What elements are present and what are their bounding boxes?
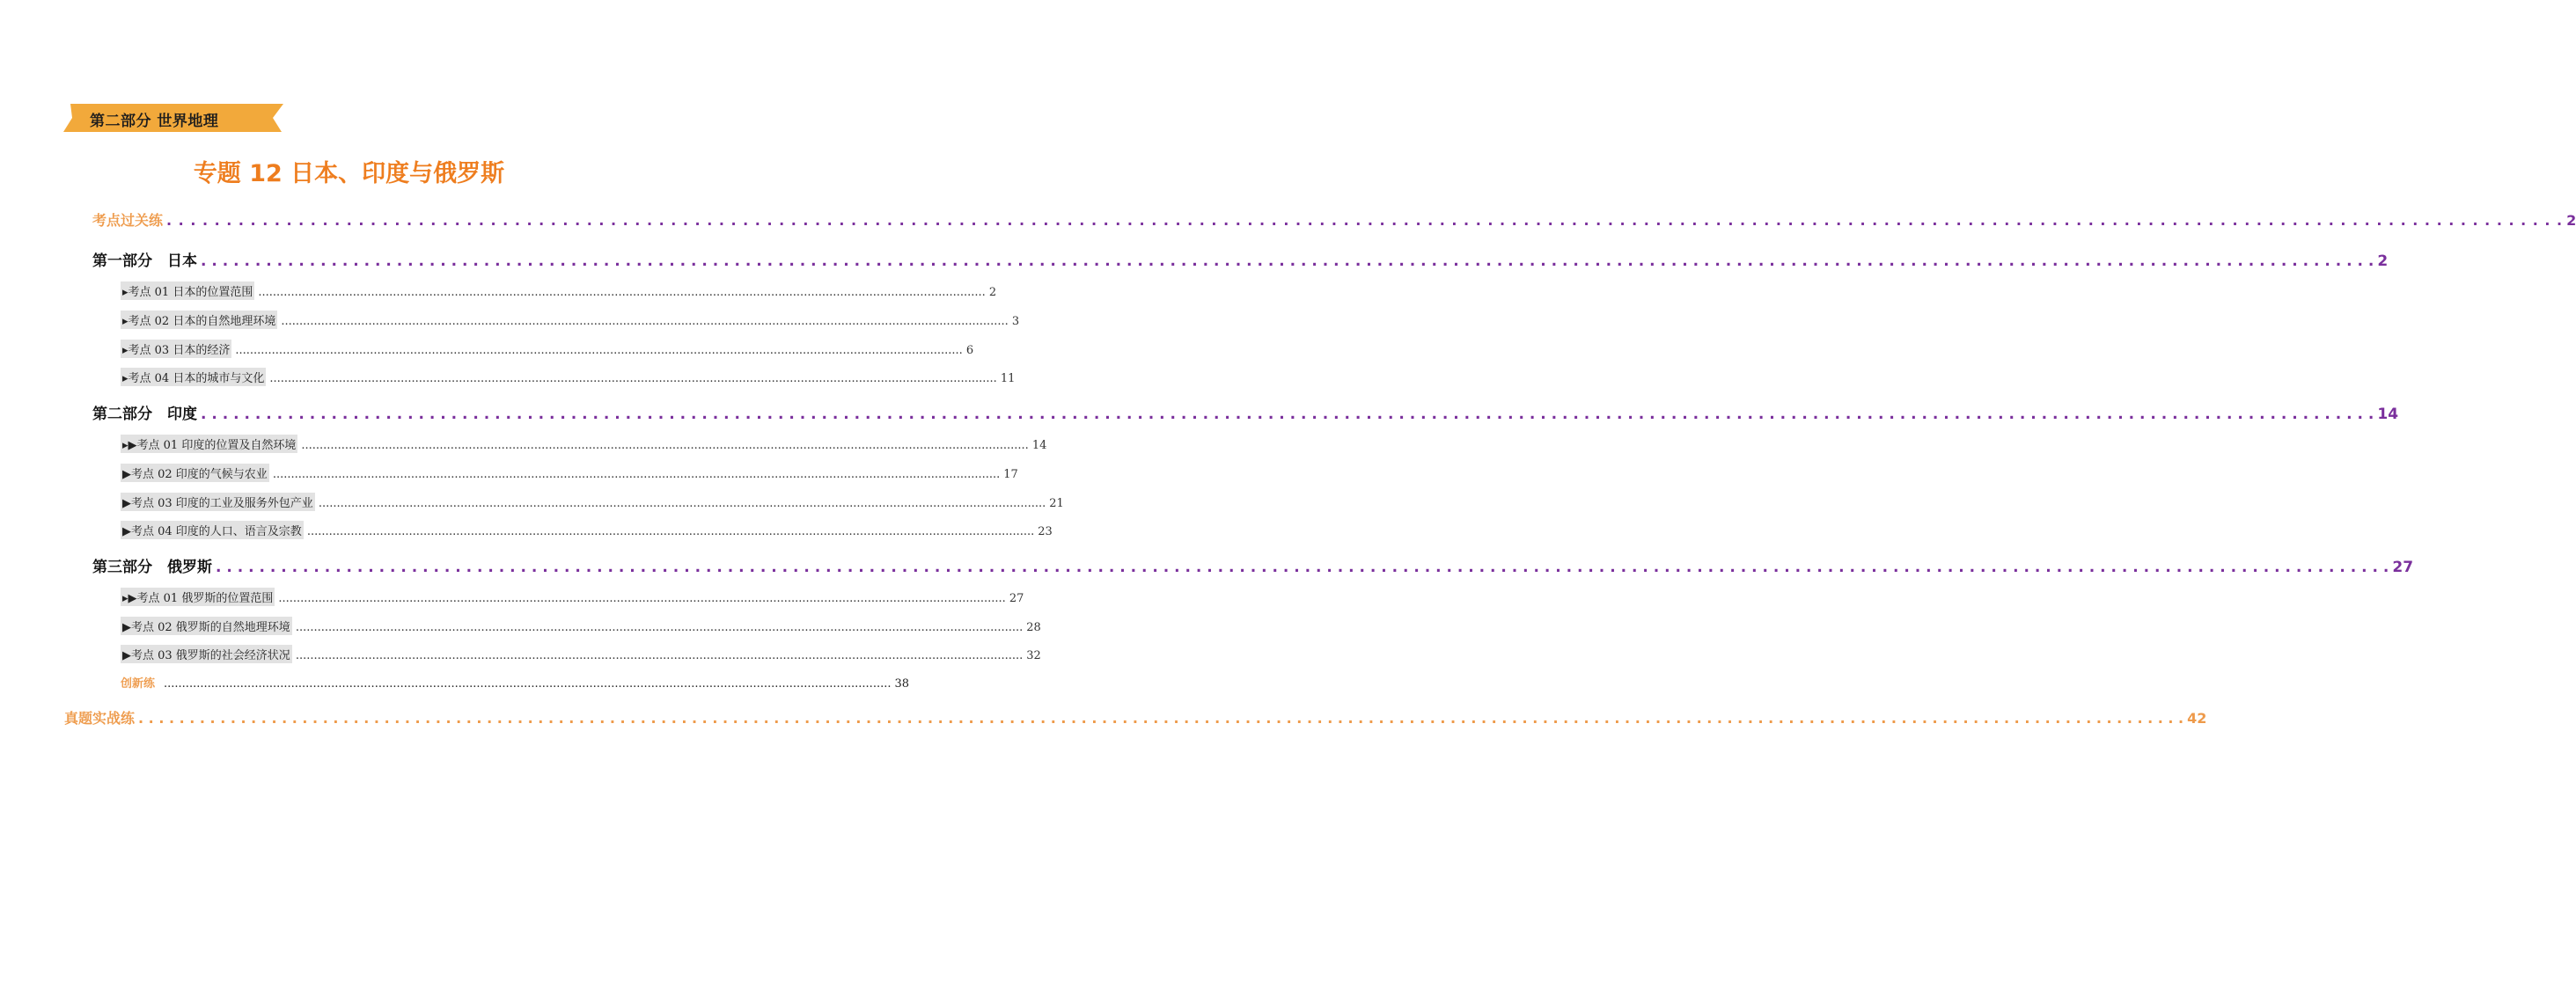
section-banner: [63, 102, 285, 134]
toc-entry-kaodian[interactable]: [92, 209, 2576, 230]
toc-leader: . . . . . . . . . . . . . . . . . . . . . . . . . . . . . . . . . . . . . . . . . . . . . . . . . . . . . . . . . . . . . . . . . . . . . . . . . . . . . . . . . . . . . . . . . . . . . . . . . . . . . . . . . . . . . . . . . . . . . . . . . . . . . . . . . . . . . . . . . . . . . . . . . . . . . . . . . . . . . . . . . . . . . . . . . . . . . . . . . . . . . . . . . . . . . . . . . . . . . . . .: [216, 559, 2389, 576]
toc-entry-item[interactable]: [121, 435, 1047, 453]
toc-leader: . . . . . . . . . . . . . . . . . . . . . . . . . . . . . . . . . . . . . . . . . . . . . . . . . . . . . . . . . . . . . . . . . . . . . . . . . . . . . . . . . . . . . . . . . . . . . . . . . . . . . . . . . . . . . . . . . . . . . . . . . . . . . . . . . . . . . . . . . . . . . . . . . . . . . . . . . . . . . . . . . . . . . . . . . . . . . . . . . . . . . . . . . . . . . . . . . . . . . . . .: [201, 406, 2374, 423]
toc-entry-item[interactable]: [121, 521, 1053, 539]
toc-label: 真题实战练: [64, 710, 136, 727]
toc-label: 考点过关练: [92, 212, 164, 229]
toc-label: ▶考点 04 印度的人口、语言及宗教: [121, 521, 304, 539]
toc-label: ▸考点 03 日本的经济: [121, 340, 231, 358]
toc-page: 21: [1049, 497, 1064, 510]
toc-entry-item[interactable]: [121, 617, 1041, 635]
toc-page: 32: [1026, 649, 1041, 662]
toc-leader: . . . . . . . . . . . . . . . . . . . . . . . . . . . . . . . . . . . . . . . . . . . . . . . . . . . . . . . . . . . . . . . . . . . . . . . . . . . . . . . . . . . . . . . . . . . . . . . . . . . . . . . . . . . . . . . . . . . . . . . . . . . . . . . . . . . . . . . . . . . . . . . . . . . . . . . . . . . . . . . . . . . . . . . . . . . . . . . . . . . . . . . . . . . . . . . . . . . . . . . .: [201, 252, 2374, 270]
toc-page: 2: [2377, 252, 2389, 270]
toc-entry-item[interactable]: [121, 311, 1020, 329]
toc-entry-item[interactable]: [121, 493, 1064, 511]
toc-entry-item[interactable]: [121, 281, 997, 300]
toc-leader: ........................................................................................................................................................................................................: [318, 497, 1046, 510]
toc-label: 第一部分 日本: [92, 252, 197, 270]
toc-label: 第三部分 俄罗斯: [92, 559, 212, 576]
page-title: 专题 12 日本、印度与俄罗斯: [193, 160, 505, 187]
toc-label: ▸考点 02 日本的自然地理环境: [121, 311, 277, 329]
toc-entry-zhenti[interactable]: [64, 707, 2207, 727]
toc-label: ▶考点 02 俄罗斯的自然地理环境: [121, 617, 292, 635]
toc-leader: ........................................................................................................................................................................................................: [235, 344, 963, 357]
toc-leader: ........................................................................................................................................................................................................: [306, 525, 1035, 538]
toc-leader: ........................................................................................................................................................................................................: [281, 315, 1009, 328]
toc-entry-item[interactable]: [121, 340, 974, 358]
toc-page: 23: [1038, 525, 1053, 538]
toc-entry-item[interactable]: [121, 368, 1016, 386]
toc-page: 28: [1026, 621, 1041, 634]
toc-leader: ........................................................................................................................................................................................................: [301, 439, 1029, 452]
toc-entry-part1[interactable]: [92, 248, 2389, 270]
toc-leader: ........................................................................................................................................................................................................: [258, 286, 986, 299]
toc-entry-innovation[interactable]: [121, 674, 910, 691]
toc-page: 17: [1003, 468, 1018, 481]
toc-entry-part3[interactable]: [92, 554, 2414, 576]
toc-entry-item[interactable]: [121, 645, 1041, 663]
toc-label: ▸考点 04 日本的城市与文化: [121, 368, 266, 386]
toc-leader: . . . . . . . . . . . . . . . . . . . . . . . . . . . . . . . . . . . . . . . . . . . . . . . . . . . . . . . . . . . . . . . . . . . . . . . . . . . . . . . . . . . . . . . . . . . . . . . . . . . . . . . . . . . . . . . . . . . . . . . . . . . . . . . . . . . . . . . . . . . . . . . . . . . . . . . . . . . . . . . . . . . . . . . . . . . . . . . . . . . . . . . . . . . . . . . . . . . . . . . .: [166, 212, 2564, 229]
toc-leader: ........................................................................................................................................................................................................: [278, 592, 1006, 605]
toc-page: 2: [988, 286, 997, 299]
toc-page: 3: [1011, 315, 1020, 328]
toc-page: 27: [2392, 559, 2414, 576]
toc-page: 11: [1000, 372, 1016, 385]
toc-entry-item[interactable]: [121, 588, 1024, 606]
toc-page: 27: [1009, 592, 1024, 605]
banner-text: 第二部分 世界地理: [90, 113, 219, 130]
toc-leader: . . . . . . . . . . . . . . . . . . . . . . . . . . . . . . . . . . . . . . . . . . . . . . . . . . . . . . . . . . . . . . . . . . . . . . . . . . . . . . . . . . . . . . . . . . . . . . . . . . . . . . . . . . . . . . . . . . . . . . . . . . . . . . . . . . . . . . . . . . . . . . . . . . . . . . . . . . . . . . . . . . . . . . . . . . . . . . . . . . . . . . . . . . . . . . . . . . . . . . . .: [138, 710, 2184, 727]
toc-entry-item[interactable]: [121, 464, 1018, 482]
toc-leader: ........................................................................................................................................................................................................: [269, 372, 997, 385]
toc-leader: ........................................................................................................................................................................................................: [295, 649, 1024, 662]
toc-label: ▸▶考点 01 俄罗斯的位置范围: [121, 588, 275, 606]
toc-label: ▶考点 03 俄罗斯的社会经济状况: [121, 645, 292, 663]
toc-leader: ........................................................................................................................................................................................................: [272, 468, 1001, 481]
toc-page: 6: [965, 344, 974, 357]
toc-page: 14: [1031, 439, 1047, 452]
toc-label: 创新练: [121, 677, 156, 691]
toc-label: ▶考点 03 印度的工业及服务外包产业: [121, 493, 315, 511]
toc-label: ▶考点 02 印度的气候与农业: [121, 464, 269, 482]
toc-label: ▸▶考点 01 印度的位置及自然环境: [121, 435, 297, 453]
toc-page: 42: [2187, 710, 2207, 727]
toc-label: ▸考点 01 日本的位置范围: [121, 281, 254, 300]
toc-page: 38: [894, 677, 910, 691]
toc-leader: ........................................................................................................................................................................................................: [164, 677, 892, 691]
toc-page: 2: [2566, 212, 2576, 229]
toc-leader: ........................................................................................................................................................................................................: [295, 621, 1024, 634]
toc-page: 14: [2377, 406, 2399, 423]
toc-label: 第二部分 印度: [92, 406, 197, 423]
toc-entry-part2[interactable]: [92, 401, 2399, 423]
